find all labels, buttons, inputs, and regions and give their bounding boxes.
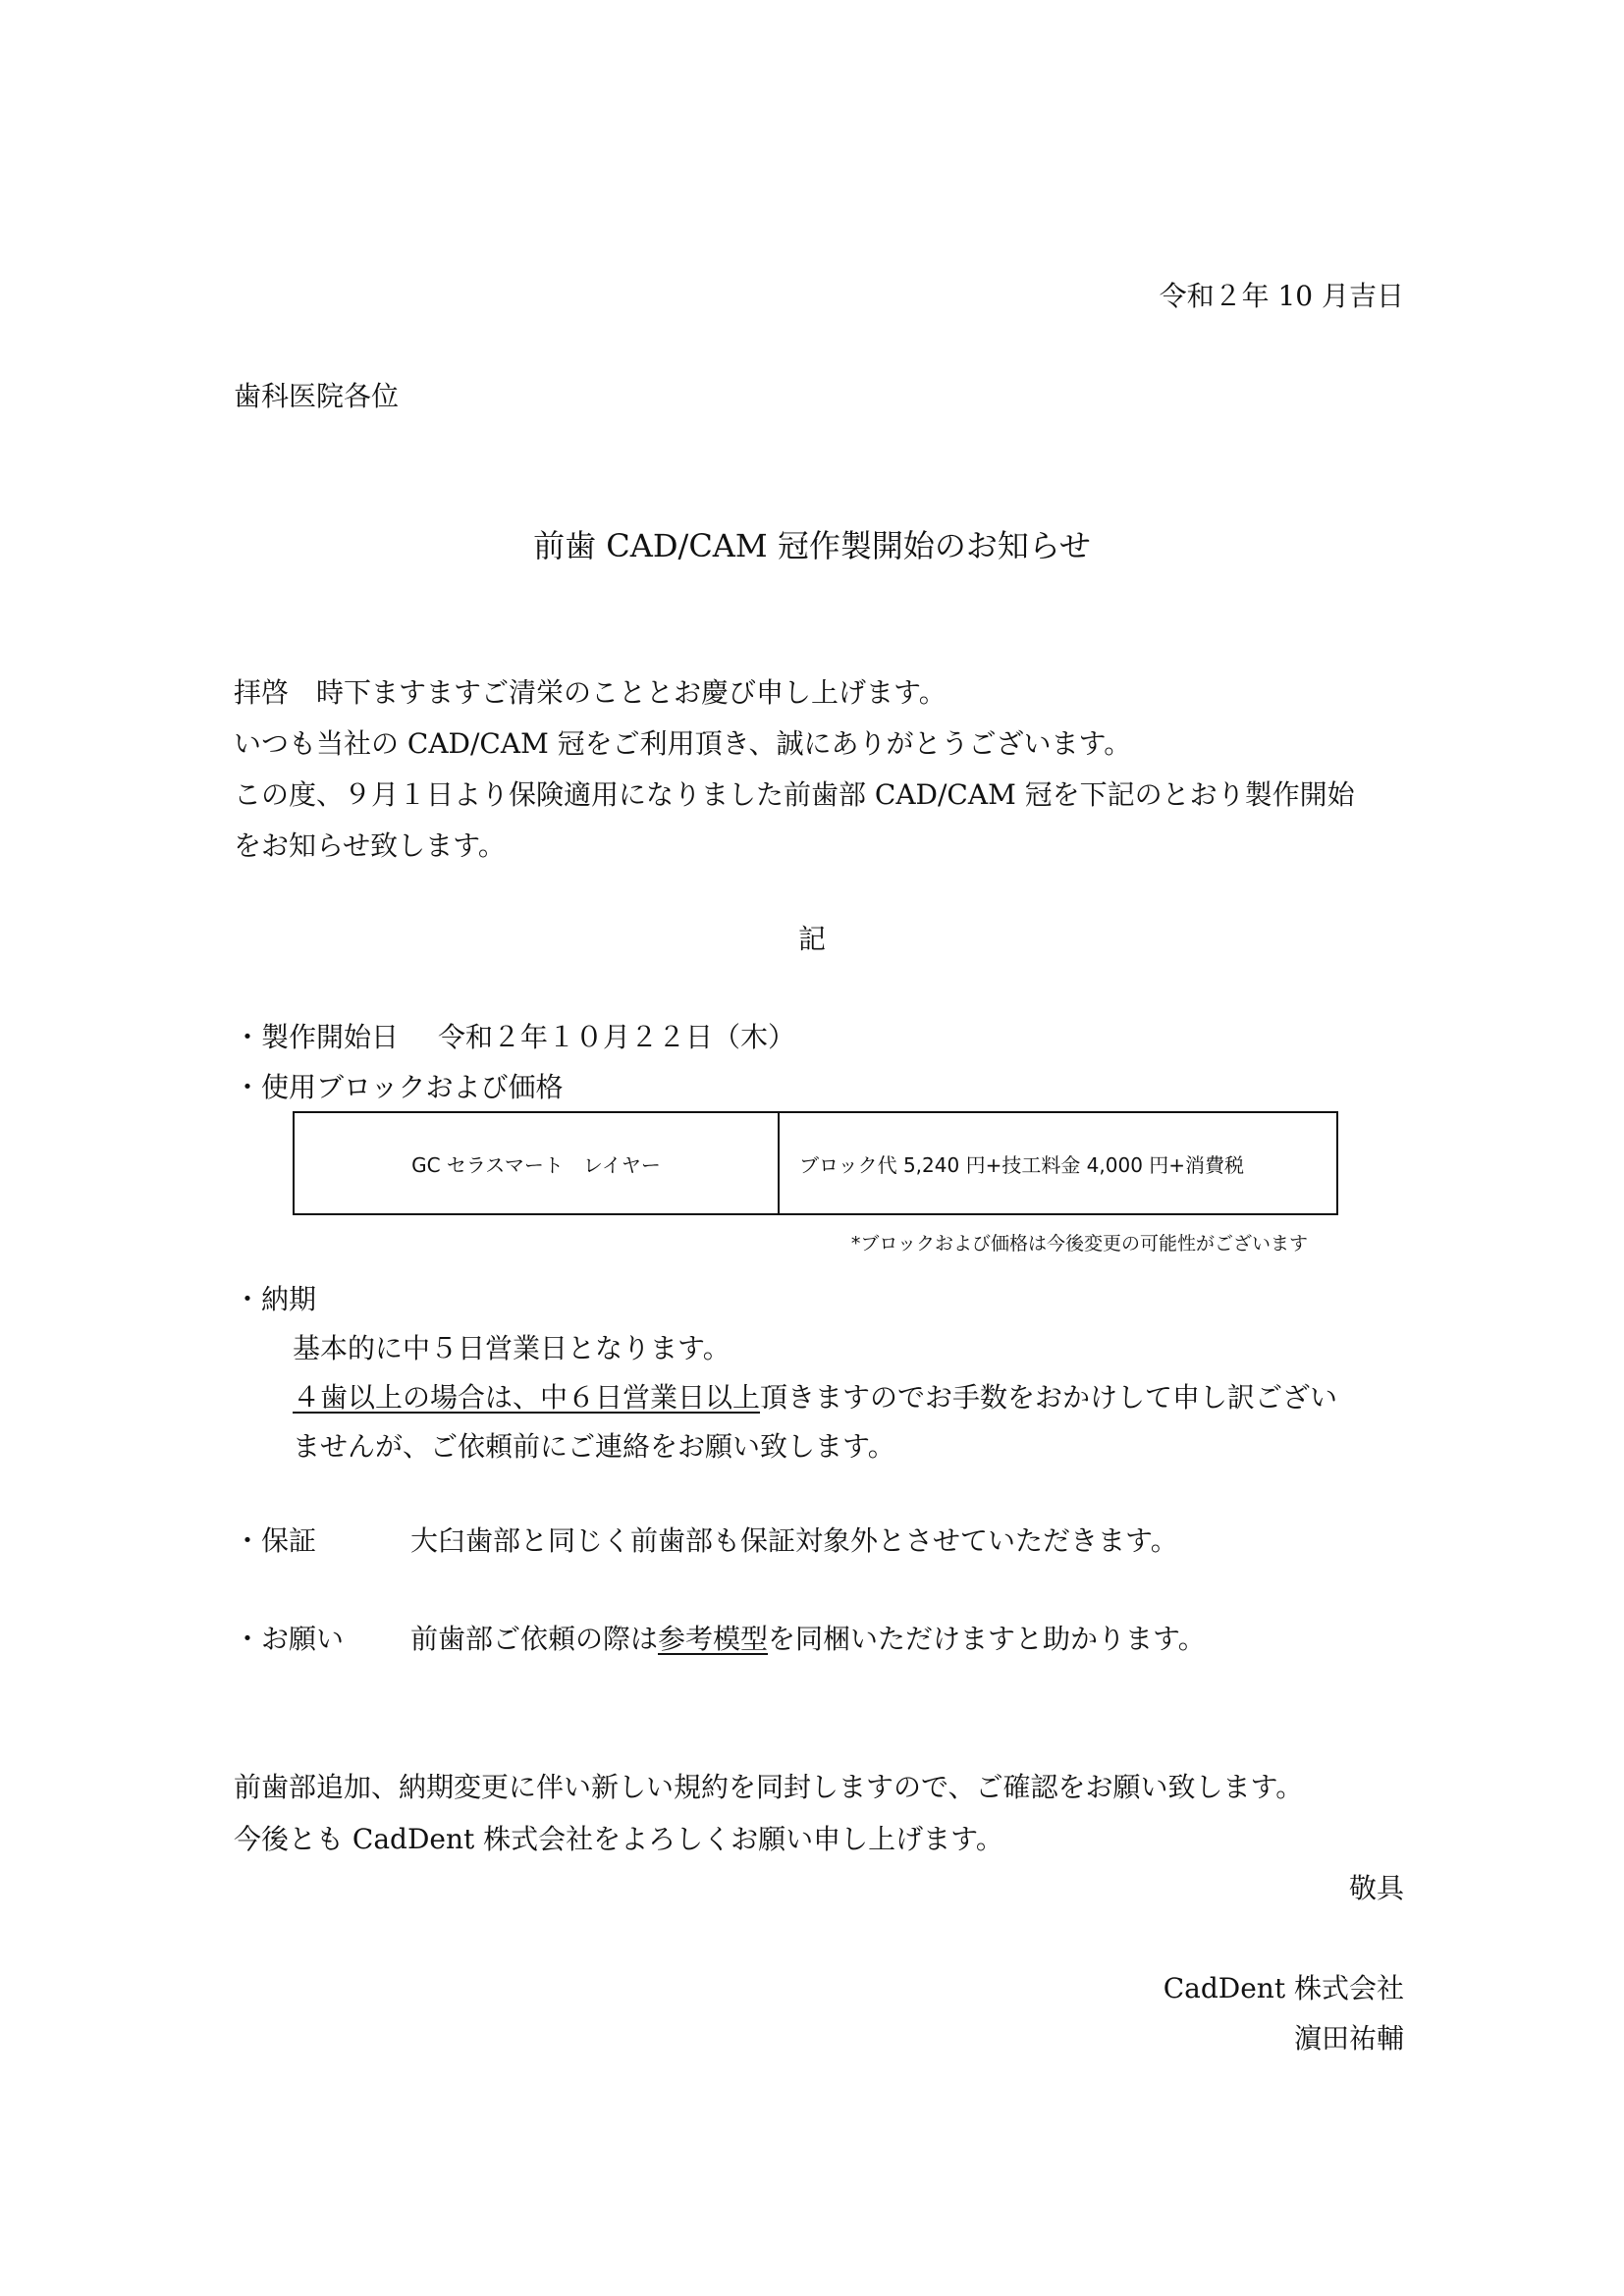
start-date-label: ・製作開始日 <box>234 1021 400 1053</box>
keigu: 敬具 <box>1348 1872 1404 1904</box>
ki-heading: 記 <box>797 923 826 955</box>
request-text-after: を同梱いただけますと助かります。 <box>768 1623 1206 1655</box>
warranty-label: ・保証 <box>234 1524 317 1557</box>
block-price-heading: ・使用ブロックおよび価格 <box>234 1071 564 1103</box>
start-date-value: 令和２年１０月２２日（木） <box>438 1021 796 1053</box>
delivery-line-1: 基本的に中５日営業日となります。 <box>293 1332 731 1364</box>
intro-line-2: いつも当社の CAD/CAM 冠をご利用頂き、誠にありがとうございます。 <box>234 727 1132 760</box>
company-name: CadDent 株式会社 <box>1163 1972 1404 2004</box>
delivery-line-3: ませんが、ご依頼前にご連絡をお願い致します。 <box>293 1430 895 1463</box>
delivery-line-2 <box>293 1381 1338 1414</box>
intro-line-1: 拝啓 時下ますますご清栄のこととお慶び申し上げます。 <box>234 676 947 709</box>
delivery-underlined-text: ４歯以上の場合は、中６日営業日以上 <box>293 1381 761 1414</box>
page-title: 前歯 CAD/CAM 冠作製開始のお知らせ <box>533 527 1091 564</box>
request-label: ・お願い <box>234 1623 345 1655</box>
price-table <box>293 1111 1338 1215</box>
intro-line-4: をお知らせ致します。 <box>234 829 506 862</box>
table-cell-price: ブロック代 5,240 円+技工料金 4,000 円+消費税 <box>799 1152 1245 1177</box>
signer-name: 濵田祐輔 <box>1293 2022 1404 2055</box>
warranty-text: 大臼歯部と同じく前歯部も保証対象外とさせていただきます。 <box>410 1524 1178 1557</box>
delivery-line-2-rest: 頂きますのでお手数をおかけして申し訳ござい <box>760 1381 1338 1414</box>
closing-line-2: 今後とも CadDent 株式会社をよろしくお願い申し上げます。 <box>234 1823 1003 1855</box>
request-text-before: 前歯部ご依頼の際は <box>410 1623 659 1655</box>
addressee: 歯科医院各位 <box>234 380 400 412</box>
intro-line-3: この度、９月１日より保険適用になりました前歯部 CAD/CAM 冠を下記のとおり製作開始 <box>234 778 1355 811</box>
table-note: *ブロックおよび価格は今後変更の可能性がございます <box>850 1233 1308 1255</box>
request-text <box>410 1623 1206 1655</box>
request-underlined-text: 参考模型 <box>658 1623 769 1655</box>
delivery-label: ・納期 <box>234 1283 317 1315</box>
closing-line-1: 前歯部追加、納期変更に伴い新しい規約を同封しますので、ご確認をお願い致します。 <box>234 1771 1304 1803</box>
table-cell-product: GC セラスマート レイヤー <box>295 1113 780 1213</box>
letter-date: 令和２年 10 月吉日 <box>1159 280 1404 312</box>
